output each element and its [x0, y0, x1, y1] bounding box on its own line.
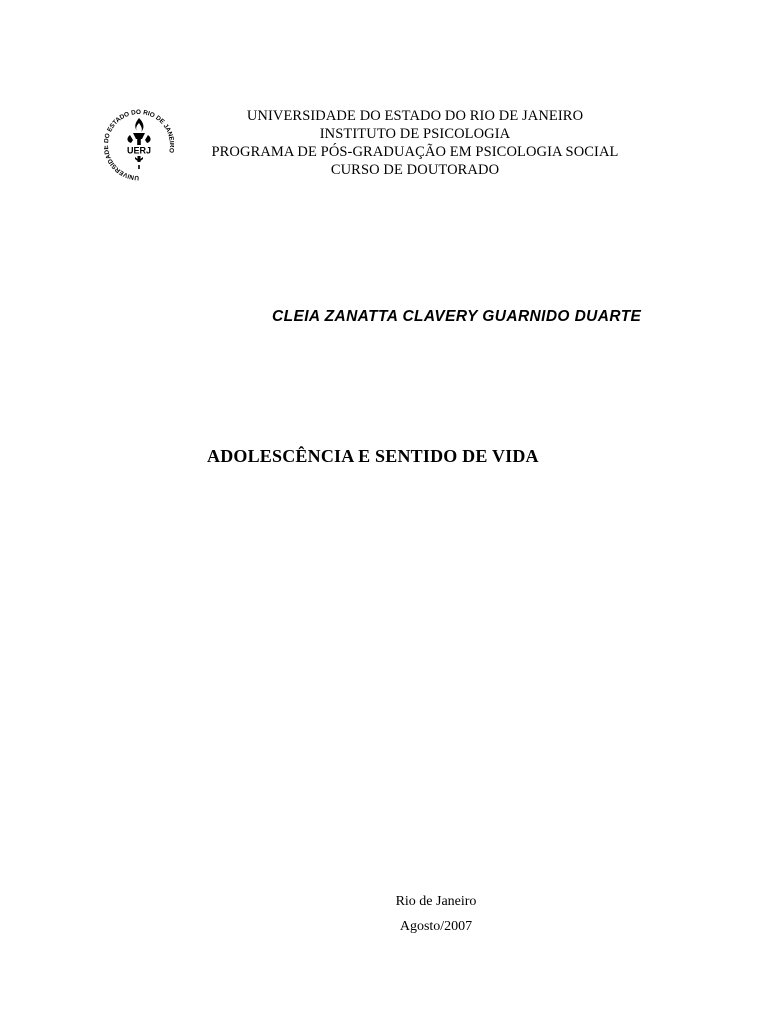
- institute-name: INSTITUTO DE PSICOLOGIA: [319, 126, 511, 142]
- seal-ring-text: UNIVERSIDAD O ESTADO DO RIO DE JANE: [104, 108, 174, 182]
- author-name: CLEIA ZANATTA CLAVERY GUARNIDO DUARTE: [272, 308, 642, 325]
- seal-acronym: UERJ: [126, 145, 152, 156]
- thesis-title: ADOLESCÊNCIA E SENTIDO DE VIDA: [207, 446, 539, 466]
- date-line: Agosto/2007: [399, 919, 473, 934]
- place-line: Rio de Janeiro: [395, 894, 477, 909]
- university-name: UNIVERSIDADE DO ESTADO DO RIO DE JANEIRO: [246, 108, 584, 124]
- program-name: PROGRAMA DE PÓS-GRADUAÇÃO EM PSICOLOGIA SOCIAL: [211, 144, 619, 160]
- institution-header: [170, 107, 660, 179]
- uerj-seal-icon: [104, 104, 174, 182]
- course-name: CURSO DE DOUTORADO: [330, 162, 500, 178]
